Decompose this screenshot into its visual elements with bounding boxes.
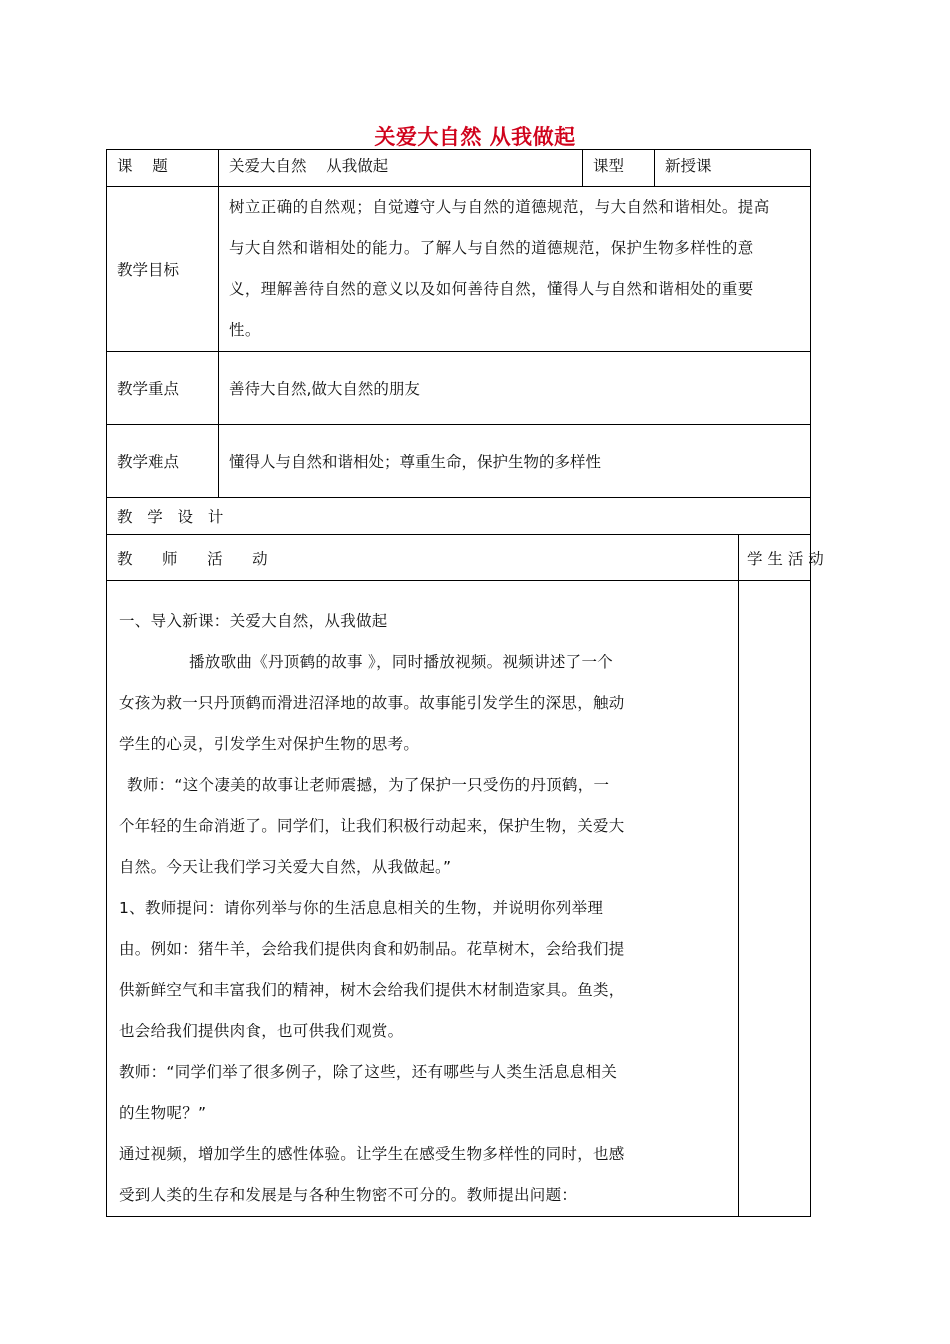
- lesson-plan-table: [106, 149, 824, 1217]
- goal-line: 性。: [229, 321, 261, 339]
- design-row: [107, 498, 811, 535]
- activity-header-row: [107, 535, 811, 581]
- body-line: 教师：“这个凄美的故事让老师震撼，为了保护一只受伤的丹顶鹤，一: [127, 776, 610, 794]
- body-line: 由。例如：猪牛羊，会给我们提供肉食和奶制品。花草树木，会给我们提: [119, 940, 625, 958]
- student-activity-content: [739, 581, 811, 1217]
- body-line: 也会给我们提供肉食，也可供我们观赏。: [119, 1022, 404, 1040]
- goal-line: 树立正确的自然观；自觉遵守人与自然的道德规范，与大自然和谐相处。提高: [229, 198, 770, 216]
- key-point-row: [107, 352, 811, 425]
- design-label: 教 学 设 计: [107, 498, 811, 535]
- difficulty-value: 懂得人与自然和谐相处；尊重生命，保护生物的多样性: [219, 425, 811, 498]
- body-line: 女孩为救一只丹顶鹤而滑进沼泽地的故事。故事能引发学生的深思，触动: [119, 694, 625, 712]
- goal-row: [107, 187, 811, 352]
- topic-row: [107, 150, 811, 187]
- body-line: 1、教师提问：请你列举与你的生活息息相关的生物，并说明你列举理: [119, 899, 604, 917]
- difficulty-row: [107, 425, 811, 498]
- activity-body-row: [107, 581, 811, 1217]
- body-line: 教师：“同学们举了很多例子，除了这些，还有哪些与人类生活息息相关: [119, 1063, 618, 1081]
- student-activity-header: 学 生 活 动: [739, 535, 811, 581]
- type-value: 新授课: [655, 150, 811, 187]
- topic-value: 关爱大自然 从我做起: [219, 150, 583, 187]
- teacher-activity-content: [107, 581, 739, 1217]
- body-line: 学生的心灵，引发学生对保护生物的思考。: [119, 735, 420, 753]
- body-line: 播放歌曲《丹顶鹤的故事 》，同时播放视频。视频讲述了一个: [189, 653, 614, 671]
- body-line: 供新鲜空气和丰富我们的精神，树木会给我们提供木材制造家具。鱼类，: [119, 981, 625, 999]
- difficulty-label: 教学难点: [107, 425, 219, 498]
- goal-line: 义，理解善待自然的意义以及如何善待自然，懂得人与自然和谐相处的重要: [229, 280, 754, 298]
- key-point-value: 善待大自然,做大自然的朋友: [219, 352, 811, 425]
- body-line: 个年轻的生命消逝了。同学们，让我们积极行动起来，保护生物，关爱大: [119, 817, 625, 835]
- teacher-activity-header: 教 师 活 动: [107, 535, 739, 581]
- body-line: 一、导入新课：关爱大自然，从我做起: [119, 612, 388, 630]
- goal-label: 教学目标: [107, 187, 219, 352]
- topic-label: 课 题: [107, 150, 219, 187]
- goal-line: 与大自然和谐相处的能力。了解人与自然的道德规范，保护生物多样性的意: [229, 239, 754, 257]
- goal-text: [219, 187, 811, 352]
- page-title: 关爱大自然 从我做起: [374, 125, 576, 149]
- body-line: 受到人类的生存和发展是与各种生物密不可分的。教师提出问题：: [119, 1186, 578, 1204]
- type-label: 课型: [583, 150, 655, 187]
- key-point-label: 教学重点: [107, 352, 219, 425]
- body-line: 通过视频，增加学生的感性体验。让学生在感受生物多样性的同时，也感: [119, 1145, 625, 1163]
- body-line: 自然。今天让我们学习关爱大自然，从我做起。”: [119, 858, 452, 876]
- body-line: 的生物呢？”: [119, 1104, 207, 1122]
